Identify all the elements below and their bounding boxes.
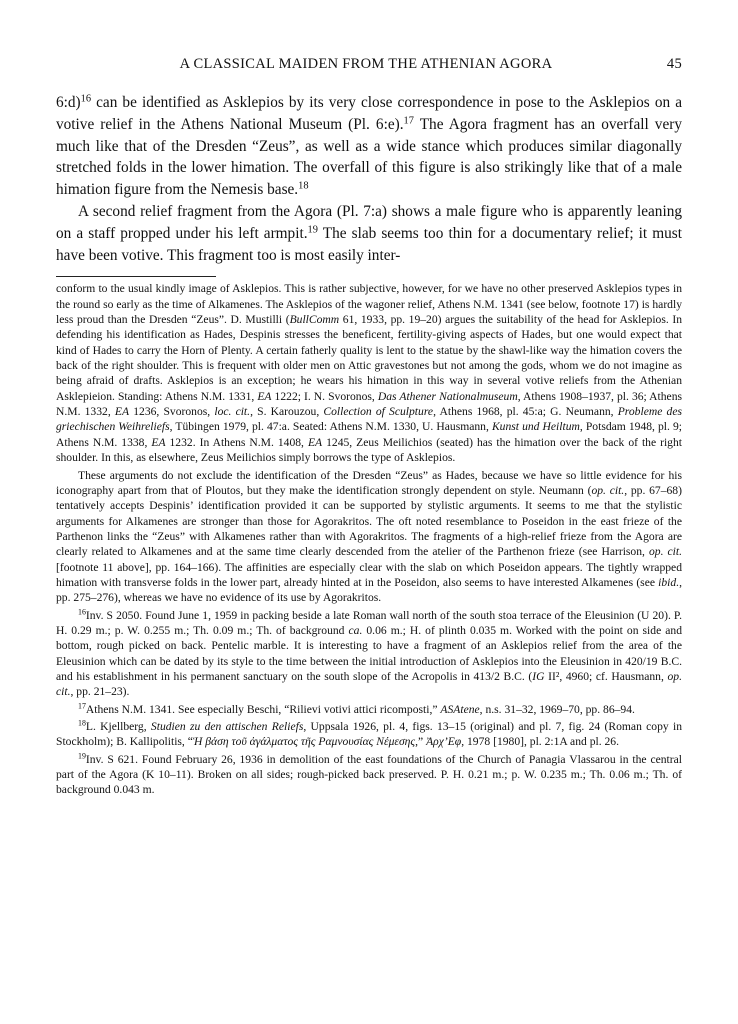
running-title: A CLASSICAL MAIDEN FROM THE ATHENIAN AGORA (179, 56, 553, 72)
footnote-19 (56, 752, 682, 798)
citation-title: EA (114, 405, 130, 419)
citation-title: Collection of Sculpture (323, 405, 434, 419)
page-number: 45 (666, 56, 682, 72)
footnote-17 (56, 702, 682, 717)
footnote-number-19: 19 (78, 751, 86, 761)
text-run: Athens N.M. 1341. See especially Beschi, “Rilievi votivi attici ricomposti,” (85, 702, 441, 716)
footnote-ref-16[interactable]: 16 (80, 93, 92, 105)
text-run: , Uppsala 1926, pl. 4, figs. 13–15 (original) and pl. 7, fig. 24 (Roman copy in Stockholm); B. Kallipolitis, “ (56, 720, 683, 749)
text-run: , pp. 275–276), whereas we have no evidence of its use by Agorakritos. (56, 575, 682, 605)
footnote-paragraph (56, 468, 682, 606)
citation-title: Das Athener Nationalmuseum (377, 389, 518, 403)
footnote-ref-19[interactable]: 19 (307, 224, 318, 236)
body-paragraph-2 (56, 201, 682, 266)
text-run: conform to the usual kindly image of Asklepios. This is rather subjective, however, for we have no other preserved Asklepios types in the round so early as the time of Alkamenes. The Asklepios of the wagoner relief, Athens N.M. 1341 (see below, footnote 17) is hardly less proud than the Dresden “Zeus”. D. Mustilli ( (56, 282, 682, 327)
citation-title: op. cit. (591, 483, 625, 497)
body-paragraph-1 (56, 92, 682, 201)
running-header (56, 56, 682, 78)
text-run: 1232. In Athens N.M. 1408, (165, 435, 308, 449)
citation-title: Probleme des griechischen Weihreliefs (56, 405, 682, 434)
text-run: can be identified as Asklepios by its very close correspondence in pose to the Asklepios on a votive relief in the Athens National Museum (Pl. 6:e). (56, 94, 682, 133)
footnote-number-16: 16 (78, 607, 86, 617)
citation-title: op. cit. (648, 545, 682, 559)
citation-title: EA (307, 435, 323, 449)
citation-title: EA (257, 389, 272, 403)
footnote-number-17: 17 (78, 701, 86, 711)
text-run: , n.s. 31–32, 1969–70, pp. 86–94. (479, 702, 635, 716)
text-run: II², 4960; cf. Hausmann, (544, 669, 668, 683)
text-run: , 1978 [1980], pl. 2:1A and pl. 26. (461, 735, 619, 749)
text-run: 0.06 m.; H. of plinth 0.035 m. Worked with the point on side and bottom, rough picked on back. Pentelic marble. It is interesting to have a fragment of an Asklepios relief from the area of the Eleusinion which can be dated by its style to the time between the initial introduction of Asklepios into the Eleusinion in 420/19 B.C. and his establishment in his permanent sanctuary on the south slope of the Acropolis in 413/2 B.C. ( (56, 623, 682, 683)
citation-title: BullComm (289, 313, 340, 327)
footnote-number-18: 18 (78, 718, 86, 728)
footnote-ref-17[interactable]: 17 (403, 115, 414, 127)
text-run: The Agora fragment has an overfall very much like that of the Dresden “Zeus”, as well as a wide stance which produces similar diagonally stretched folds in the lower himation. The overfall of this figure is also strikingly like that of a male himation figure from the Nemesis base. (56, 115, 682, 199)
citation-title: Kunst und Heiltum (491, 420, 580, 434)
text-run: 1245, Zeus Meilichios (seated) has the himation over the back of the right shoulder. In this, as elsewhere, Zeus Meilichios simply borrows the type of Asklepios. (56, 435, 683, 465)
footnote-divider (56, 276, 216, 277)
text-run: 1236, Svoronos, (129, 405, 215, 419)
citation-title: op. cit. (56, 669, 682, 699)
text-run: [footnote 11 above], pp. 164–166). The affinities are especially clear with the slab on which Poseidon appears. The tightly wrapped himation with transverse folds in the lower part, already hinted at in the Poseidon, also seems to have interested Alkamenes (see (56, 560, 682, 589)
text-run: 6:d) (56, 94, 81, 111)
footnotes (56, 281, 682, 797)
citation-title: loc. cit. (214, 405, 251, 419)
text-run: , S. Karouzou, (250, 405, 324, 419)
text-run: 61, 1933, pp. 19–20) argues the suitability of the head for Asklepios. In defending his identification as Hades, Despinis stresses the beneficent, fertility-giving aspects of Hades, but one would expect that kind of Hades to carry the Horn of Plenty. A certain fatherly quality is lent to the statue by the shawl-like way the himation covers the back of the right shoulder. This is frequent with older men on Attic gravestones but not among the gods, whom we do not imagine as being afraid of drafts. Asklepios is an exception; he wears his himation in this way in several votive reliefs from the Athenian Asklepieion. Standing: Athens N.M. 1331, (56, 313, 682, 403)
text-run: , pp. 21–23). (70, 685, 130, 699)
text-run: A second relief fragment from the Agora (Pl. 7:a) shows a male figure who is apparently leaning on a staff propped under his left armpit. (56, 202, 682, 242)
text-run: Inv. S 2050. Found June 1, 1959 in packing beside a late Roman wall north of the south stoa terrace of the Eleusinion (U 20). P. H. 0.29 m.; p. W. 0.255 m.; Th. 0.09 m.; Th. of background (56, 608, 682, 637)
main-text (56, 92, 682, 266)
citation-title: IG (532, 669, 545, 683)
text-run: , Tübingen 1979, pl. 47:a. Seated: Athens N.M. 1330, U. Hausmann, (169, 420, 492, 434)
text-run: The slab seems too thin for a documentary relief; it must have been votive. This fragment too is most easily inter- (56, 224, 682, 264)
citation-title: EA (151, 435, 166, 449)
text-run: , pp. 67–68) tentatively accepts Despinis’ identification provided it can be supported by stylistic arguments. It seems to me that the stylistic arguments for Alkamenes are stronger than those for Agorakritos. The oft noted resemblance to Poseidon in the east frieze of the Parthenon links the “Zeus” with Alkamenes rather than with Agorakritos. The fragments of a high-relief frieze from the Agora are clearly related to Alkamenes and at the same time clearly descended from the atelier of the Parthenon frieze (see Harrison, (56, 483, 682, 559)
citation-title: Studien zu den attischen Reliefs (150, 720, 304, 733)
text-run: Inv. S 621. Found February 26, 1936 in demolition of the east foundations of the Church of Panagia Vlassarou in the central part of the Agora (K 10–11). Broken on all sides; rough-picked back preserved. P. H. 0.21 m.; p. W. 0.235 m.; Th. 0.06 m.; Th. of background 0.043 m. (56, 752, 682, 797)
citation-title: ca. (348, 623, 363, 637)
citation-title: ASAtene (440, 702, 480, 716)
footnote-continuation (56, 281, 682, 465)
text-run: , Potsdam 1948, pl. 9; Athens N.M. 1338, (56, 420, 683, 449)
citation-title: Ἀρχ’Εφ (426, 735, 462, 749)
footnote-16 (56, 608, 682, 700)
footnote-18 (56, 719, 682, 750)
text-run: 1222; I. N. Svoronos, (271, 389, 378, 403)
text-run: , Athens 1968, pl. 45:a; G. Neumann, (433, 405, 618, 419)
footnote-ref-18[interactable]: 18 (298, 180, 309, 192)
text-run: , Athens 1908–1937, pl. 36; Athens N.M. 1332, (56, 389, 683, 419)
text-run: ,” (415, 735, 427, 749)
citation-title: ibid. (658, 575, 680, 589)
text-run: These arguments do not exclude the identification of the Dresden “Zeus” as Hades, because we have so little evidence for his iconography apart from that of Ploutos, but they make the identification strongly dependent on style. Neumann ( (56, 468, 682, 497)
citation-title: Ἡ βάση τοῦ ἀγάλματος τῆς Ραμνουσίας Νέμεσης (192, 735, 416, 749)
text-run: L. Kjellberg, (85, 720, 151, 733)
